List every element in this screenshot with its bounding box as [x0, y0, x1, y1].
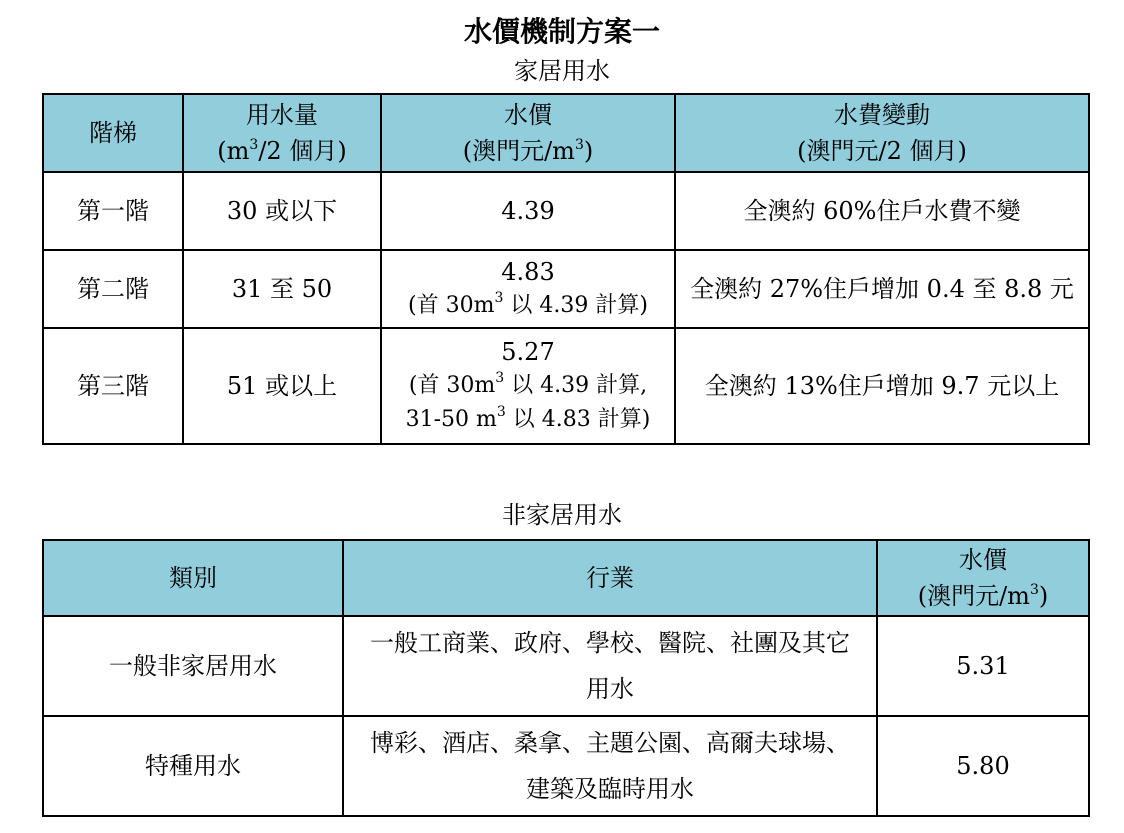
header-change-label: 水費變動: [834, 101, 930, 129]
price-note-2: 31-50 $m^3$ 以 4.83 計算): [405, 404, 651, 432]
price-note-1: (首 $30m^3$ 以 4.39 計算,: [408, 370, 648, 398]
table-row: [43, 716, 1089, 816]
page-title: 水價機制方案一: [463, 15, 660, 48]
header-price-label: 水價: [959, 546, 1007, 574]
header-price-unit: (澳門元$/m^3$): [462, 137, 594, 165]
tier-cell: 第二階: [43, 250, 183, 328]
header-change: [675, 94, 1089, 172]
header-tier: 階梯: [43, 94, 183, 172]
industry-cell: 博彩、酒店、桑拿、主題公園、高爾夫球場、建築及臨時用水: [343, 716, 877, 816]
header-industry: 行業: [343, 540, 877, 616]
usage-cell: 51 或以上: [183, 328, 381, 444]
header-change-unit: (澳門元/2 個月): [797, 137, 967, 165]
header-usage-label: 用水量: [246, 101, 318, 129]
price-value: 4.83: [501, 258, 555, 286]
household-subtitle: 家居用水: [514, 57, 610, 85]
tier-cell: 第三階: [43, 328, 183, 444]
tier-cell: 第一階: [43, 172, 183, 250]
price-cell: [381, 250, 675, 328]
change-cell: 全澳約 13%住戶增加 9.7 元以上: [675, 328, 1089, 444]
price-cell: 5.31: [877, 616, 1089, 716]
table-row: [43, 616, 1089, 716]
category-cell: 一般非家居用水: [43, 616, 343, 716]
category-cell: 特種用水: [43, 716, 343, 816]
usage-cell: 30 或以下: [183, 172, 381, 250]
non-household-table: [42, 539, 1090, 817]
change-cell: 全澳約 60%住戶水費不變: [675, 172, 1089, 250]
table-row: [43, 328, 1089, 444]
price-cell: 5.80: [877, 716, 1089, 816]
usage-cell: 31 至 50: [183, 250, 381, 328]
header-price: [877, 540, 1089, 616]
household-header-row: [43, 94, 1089, 172]
non-household-subtitle: 非家居用水: [502, 501, 622, 529]
header-price-unit: (澳門元$/m^3$): [917, 582, 1049, 610]
non-household-header-row: [43, 540, 1089, 616]
table-row: [43, 172, 1089, 250]
table-row: [43, 250, 1089, 328]
header-category: 類別: [43, 540, 343, 616]
change-cell: 全澳約 27%住戶增加 0.4 至 8.8 元: [675, 250, 1089, 328]
price-note: (首 $30m^3$ 以 4.39 計算): [408, 290, 648, 318]
header-usage-unit: ($m^3/2$ 個月): [217, 137, 347, 165]
price-cell: [381, 328, 675, 444]
header-price: [381, 94, 675, 172]
household-table: [42, 93, 1090, 445]
price-value: 5.27: [501, 338, 555, 366]
price-cell: 4.39: [381, 172, 675, 250]
industry-cell: 一般工商業、政府、學校、醫院、社團及其它用水: [343, 616, 877, 716]
header-price-label: 水價: [504, 101, 552, 129]
header-usage: [183, 94, 381, 172]
